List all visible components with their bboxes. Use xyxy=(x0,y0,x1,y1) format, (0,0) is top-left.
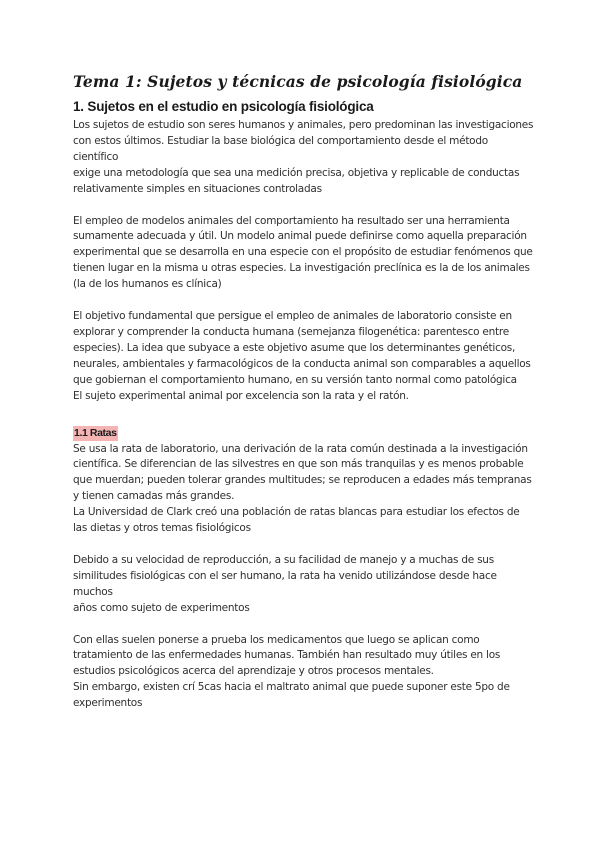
text-line: que gobiernan el comportamiento humano, en su versión tanto normal como patológica xyxy=(73,373,517,386)
text-line: El sujeto experimental animal por excelencia son la rata y el ratón. xyxy=(73,389,409,402)
text-line: tratamiento de las enfermedades humanas. También han resultado muy útiles en los xyxy=(73,649,501,662)
paragraph-intro xyxy=(73,118,535,198)
text-line: (la de los humanos es clínica) xyxy=(73,278,222,291)
text-line: relativamente simples en situaciones controladas xyxy=(73,182,322,195)
text-line: estudios psicológicos acerca del aprendizaje y otros procesos mentales. xyxy=(73,665,434,678)
section-heading-sujetos: 1. Sujetos en el estudio en psicología fisiológica xyxy=(73,99,374,114)
text-line: Debido a su velocidad de reproducción, a su facilidad de manejo y a muchas de sus xyxy=(73,553,494,566)
text-line: científica. Se diferencian de las silvestres en que son más tranquilas y es menos probable xyxy=(73,458,524,471)
text-line: Sin embargo, existen crí 5cas hacia el maltrato animal que puede suponer este 5po de xyxy=(73,681,510,694)
text-line: neurales, ambientales y farmacológicos de la conducta animal son comparables a aquellos xyxy=(73,357,531,370)
text-line: con estos últimos. Estudiar la base biológica del comportamiento desde el método científico xyxy=(73,134,488,163)
paragraph-medicamentos xyxy=(73,633,535,713)
subsection-heading-ratas: 1.1 Ratas xyxy=(74,426,117,439)
text-line: las dietas y otros temas fisiológicos xyxy=(73,522,251,535)
text-line: Los sujetos de estudio son seres humanos y animales, pero predominan las investigaciones xyxy=(73,119,534,131)
paragraph-objetivo xyxy=(73,309,535,404)
paragraph-rata-laboratorio xyxy=(73,442,535,537)
text-line: El objetivo fundamental que persigue el empleo de animales de laboratorio consiste en xyxy=(73,310,512,323)
text-line: tienen lugar en la misma u otras especies. La investigación preclínica es la de los animales xyxy=(73,262,530,275)
text-line: Con ellas suelen ponerse a prueba los medicamentos que luego se aplican como xyxy=(73,633,480,646)
text-line: similitudes fisiológicas con el ser humano, la rata ha venido utilizándose desde hace muchos xyxy=(73,569,497,598)
text-line: El empleo de modelos animales del comportamiento ha resultado ser una herramienta xyxy=(73,214,510,227)
text-line: años como sujeto de experimentos xyxy=(73,601,250,614)
paragraph-reproduccion xyxy=(73,553,535,617)
text-line: Se usa la rata de laboratorio, una derivación de la rata común destinada a la investigación xyxy=(73,442,528,455)
text-line: explorar y comprender la conducta humana (semejanza filogenética: parentesco entre xyxy=(73,325,509,338)
text-line: La Universidad de Clark creó una población de ratas blancas para estudiar los efectos de xyxy=(73,506,520,519)
text-line: experimental que se desarrolla en una especie con el propósito de estudiar fenómenos que xyxy=(73,246,533,259)
paragraph-modelos-animales xyxy=(73,214,535,294)
document-title: Tema 1: Sujetos y técnicas de psicología fisiológica xyxy=(73,72,523,91)
text-line: especies). La idea que subyace a este objetivo asume que los determinantes genéticos, xyxy=(73,341,516,354)
text-line: exige una metodología que sea una medición precisa, objetiva y replicable de conductas xyxy=(73,166,520,179)
document-page xyxy=(73,72,535,712)
text-line: y tienen camadas más grandes. xyxy=(73,490,235,503)
text-line: experimentos xyxy=(73,697,143,710)
text-line: sumamente adecuada y útil. Un modelo animal puede definirse como aquella preparación xyxy=(73,230,527,243)
subsection-heading-wrapper xyxy=(73,421,535,442)
text-line: que muerdan; pueden tolerar grandes multitudes; se reproducen a edades más tempranas xyxy=(73,474,532,487)
